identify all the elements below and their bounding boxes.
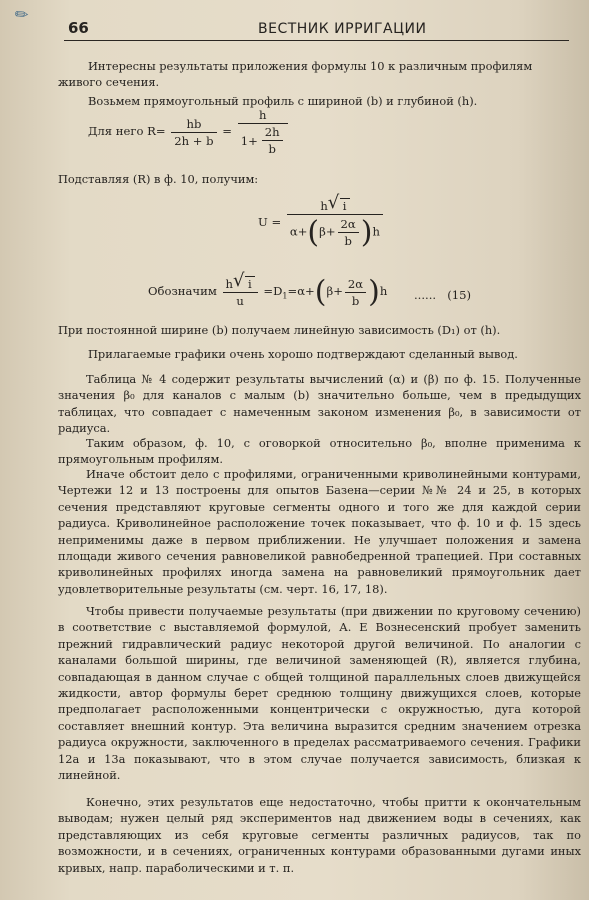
journal-title: ВЕСТНИК ИРРИГАЦИИ <box>258 21 427 37</box>
paragraph-9: Чтобы привести получаемые результаты (при движении по круговому сечению) в соответствие с выставляемой формулой, А. Е Вознесенский пробует заменить прежний гидравлический радиус некоторой другой величиной. По аналогии с каналами большой ширины, где величиной заменяющей (R), является глубина, совпадающая в данном случае с общей толщиной параллельных слоев движущейся жидкости, автор формулы берет среднюю толщину движущихся слоев, которые предполагает расположенными концентрически с окружностью, дуга которой составляет внешний контур. Эта величина выразится средним значением отрезка радиуса окружности, заключенного в пределах рассматриваемого сечения. Графики 12а и 13а показывают, что в этом случае получается зависимость, близкая к линейной. <box>58 604 581 783</box>
page-number: 66 <box>68 19 89 37</box>
formula-R-fraction-1: $\frac{hb}{2h + b}$ <box>171 117 216 148</box>
paragraph-3: Подставляя (R) в ф. 10, получим: <box>58 172 259 186</box>
equation-number: ...... (15) <box>414 288 471 302</box>
paragraph-1-line-2: живого сечения. <box>58 75 160 89</box>
paragraph-6: Таблица № 4 содержит результаты вычислений (α) и (β) по ф. 15. Полученные значения β₀ для каналов с малым (b) значительно больше, чем в предыдущих таблицах, что совпадает с намеченным законом изменения β₀, в зависимости от радиуса. <box>58 372 581 436</box>
formula-U: U = h √ i α+(β+ $\frac{2\alpha}{b}$ )h <box>258 198 385 248</box>
formula-D1-fraction: h √ i u <box>223 276 258 308</box>
paragraph-2: Возьмем прямоугольный профиль с шириной (b) и глубиной (h). <box>88 94 478 108</box>
header-rule <box>64 40 569 41</box>
paragraph-10: Конечно, этих результатов еще недостаточно, чтобы притти к окончательным выводам; нужен целый ряд экспериментов над движением воды в сечениях, как представляющих из себя круговые сегменты различных радиусов, так по возможности, и в сечениях, ограниченных контурами образованными дугами иных кривых, напр. параболическими и т. п. <box>58 795 581 875</box>
formula-R: Для него R= $\frac{hb}{2h + b}$ = h 1+ $\frac{2h}{b}$ <box>88 108 290 156</box>
paragraph-8: Иначе обстоит дело с профилями, ограниченными криволинейными контурами, Чертежи 12 и 13 построены для опытов Базена—серии №№ 24 и 25, в которых сечения представляют круговые сегменты одного и того же для каждой серии радиуса. Криволинейное расположение точек показывает, что ф. 10 и ф. 15 здесь неприменимы даже в первом приближении. Не улучшает положения и замена площади живого сечения равновеликой равнобедренной трапецией. При составных криволинейных профилях иногда замена на равновеликий прямоугольник дает удовлетворительные результаты (см. черт. 16, 17, 18). <box>58 467 581 596</box>
sqrt-symbol: √ i <box>328 198 350 213</box>
page-header <box>64 17 569 41</box>
paragraph-4: При постоянной ширине (b) получаем линейную зависимость (D₁) от (h). <box>58 323 501 337</box>
paragraph-5: Прилагаемые графики очень хорошо подтверждают сделанный вывод. <box>88 347 518 361</box>
paragraph-7: Таким образом, ф. 10, с оговоркой относительно β₀, вполне применима к прямоугольным профилям. <box>58 436 581 467</box>
formula-R-prefix: Для него R= <box>88 124 166 138</box>
formula-D1: Обозначим h √ i u $=D_1=\alpha+(\beta+$ $\frac{2\alpha}{b}$ )h <box>148 270 388 310</box>
sqrt-symbol: √ i <box>233 276 255 291</box>
formula-U-fraction: h √ i α+(β+ $\frac{2\alpha}{b}$ )h <box>287 198 383 248</box>
paragraph-1-line-1: Интересны результаты приложения формулы 10 к различным профилям <box>88 59 533 73</box>
formula-R-fraction-2: h 1+ $\frac{2h}{b}$ <box>238 108 288 156</box>
pencil-mark-icon: ✎ <box>10 2 33 27</box>
